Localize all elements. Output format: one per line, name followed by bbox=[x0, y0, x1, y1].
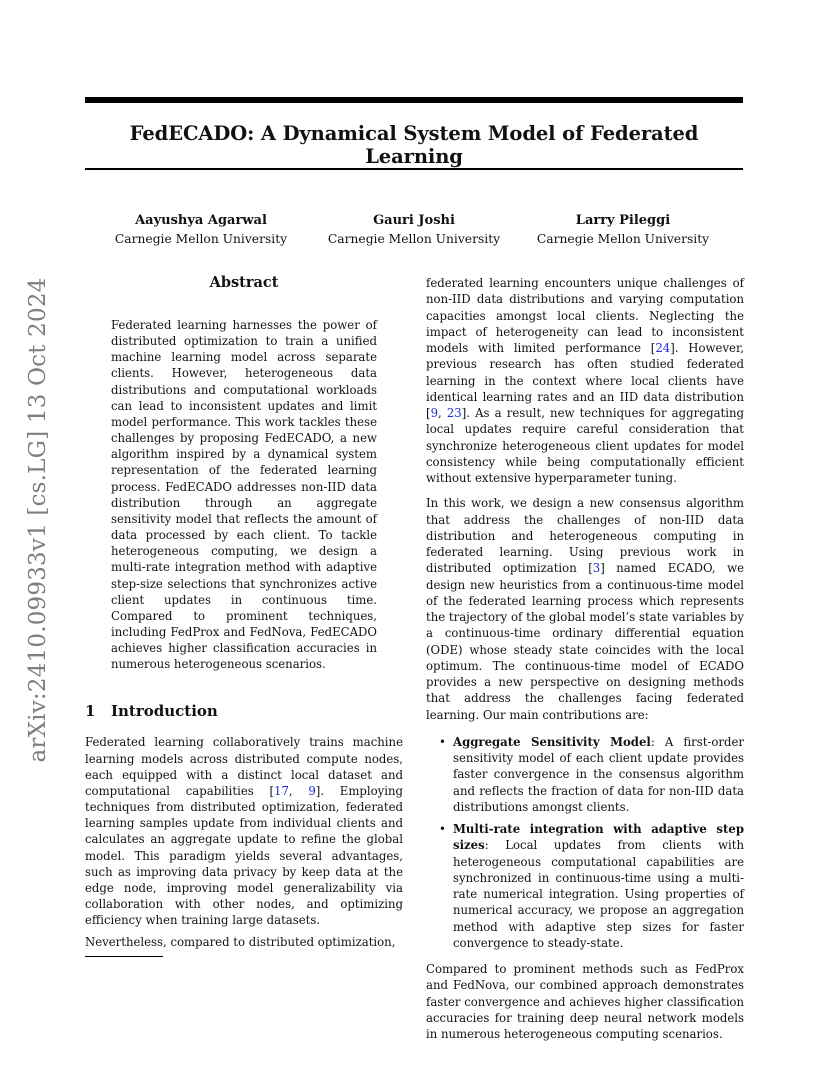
title-top-rule bbox=[85, 97, 743, 103]
title-bottom-rule bbox=[85, 168, 743, 170]
author-name: Gauri Joshi bbox=[373, 213, 455, 228]
author-name: Aayushya Agarwal bbox=[135, 213, 267, 228]
abstract-text: Federated learning harnesses the power of distributed optimization to train a unified machine learning model across separate clients. However, heterogeneous data distributions and computational workloads can lead to inconsistent updates and limit model performance. This work tackles these challenges by proposing FedECADO, a new algorithm inspired by a dynamical system representation of the federated learning process. FedECADO addresses non-IID data distribution through an aggregate sensitivity model that reflects the amount of data processed by each client. To tackle heterogeneous computing, we design a multi-rate integration method with adaptive step-size selections that synchronizes active client updates in continuous time. Compared to prominent techniques, including FedProx and FedNova, FedECADO achieves higher classification accuracies in numerous heterogeneous scenarios. bbox=[111, 318, 377, 672]
intro-paragraph-4: Compared to prominent methods such as FedProx and FedNova, our combined approach demonstrates faster convergence and achieves higher classification accuracies for training deep neural network models in numerous heterogeneous computing scenarios. bbox=[426, 962, 744, 1041]
author-affiliation: Carnegie Mellon University bbox=[327, 232, 501, 246]
bullet-icon: • bbox=[439, 734, 446, 749]
citation-link[interactable]: 3 bbox=[592, 561, 601, 576]
intro-paragraph-2-start: Nevertheless, compared to distributed optimization, bbox=[85, 935, 396, 950]
contributions-list bbox=[426, 734, 744, 951]
bullet-icon: • bbox=[439, 822, 446, 836]
intro-paragraph-2-continued: federated learning encounters unique challenges of non-IID data distributions and varying computation capacities amongst local clients. Neglecting the impact of heterogeneity can lead to inconsistent models with limited performance [24]. However, previous research has often studied federated learning in the context where local clients have identical learning rates and an IID data distribution [9, 23]. As a result, new techniques for aggregating local updates require careful consideration that synchronize heterogeneous client updates for model consistency while being computationally efficient without extensive hyperparameter tuning. bbox=[426, 276, 744, 485]
section-heading-introduction bbox=[85, 702, 403, 720]
author-block-2 bbox=[319, 212, 509, 248]
footnote-rule bbox=[85, 956, 163, 957]
intro-paragraph-3: In this work, we design a new consensus algorithm that address the challenges of non-IID data distribution and heterogeneous computing in federated learning. Using previous work in distributed optimization [3] named ECADO, we design new heuristics from a continuous-time model of the federated learning process which represents the trajectory of the global model’s state variables by a continuous-time ordinary differential equation (ODE) whose steady state coincides with the local optimum. The continuous-time model of ECADO provides a new perspective on designing methods that address the challenges facing federated learning. Our main contributions are: bbox=[426, 496, 744, 722]
section-title: Introduction bbox=[111, 702, 218, 721]
author-block-3 bbox=[528, 212, 718, 248]
author-name: Larry Pileggi bbox=[575, 213, 671, 228]
contribution-title: Multi-rate integration with adaptive step sizes bbox=[453, 822, 744, 853]
citation-link[interactable]: 9 bbox=[430, 406, 438, 420]
contribution-text: : A first-order sensitivity model of each client update provides faster convergence in the consensus algorithm and reflects the fraction of data for non-IID data distributions amongst clients. bbox=[453, 734, 744, 814]
arxiv-identifier-stamp: arXiv:2410.09933v1 [cs.LG] 13 Oct 2024 bbox=[25, 277, 51, 763]
author-affiliation: Carnegie Mellon University bbox=[536, 232, 710, 246]
right-column bbox=[426, 275, 744, 1042]
left-column bbox=[85, 270, 403, 957]
citation-link[interactable]: 24 bbox=[655, 341, 671, 355]
intro-paragraph-1: Federated learning collaboratively trains machine learning models across distributed compute nodes, each equipped with a distinct local dataset and computational capabilities [17, 9]. Employing techniques from distributed optimization, federated learning samples update from individual clients and calculates an aggregate update to refine the global model. This paradigm yields several advantages, such as improving data privacy by keep data at the edge node, improving model generalizability via collaboration with other nodes, and optimizing efficiency when training large datasets. bbox=[85, 735, 404, 928]
citation-link[interactable]: 23 bbox=[446, 406, 462, 420]
abstract-heading: Abstract bbox=[209, 274, 279, 291]
contribution-title: Aggregate Sensitivity Model bbox=[453, 734, 651, 749]
paper-title: FedECADO: A Dynamical System Model of Federated Learning bbox=[129, 122, 699, 168]
author-affiliation: Carnegie Mellon University bbox=[114, 232, 288, 246]
citation-link[interactable]: 9 bbox=[308, 783, 316, 798]
list-item bbox=[426, 734, 744, 815]
section-number: 1 bbox=[85, 702, 96, 721]
list-item bbox=[426, 821, 744, 951]
citation-link[interactable]: 17 bbox=[274, 783, 289, 798]
author-block-1 bbox=[106, 212, 296, 248]
contribution-text: : Local updates from clients with heterogeneous computational capabilities are synchronized in continuous-time using a multi-rate numerical integration. Using properties of numerical accuracy, we propose an aggregation method with adaptive step sizes for faster convergence to steady-state. bbox=[453, 838, 744, 950]
